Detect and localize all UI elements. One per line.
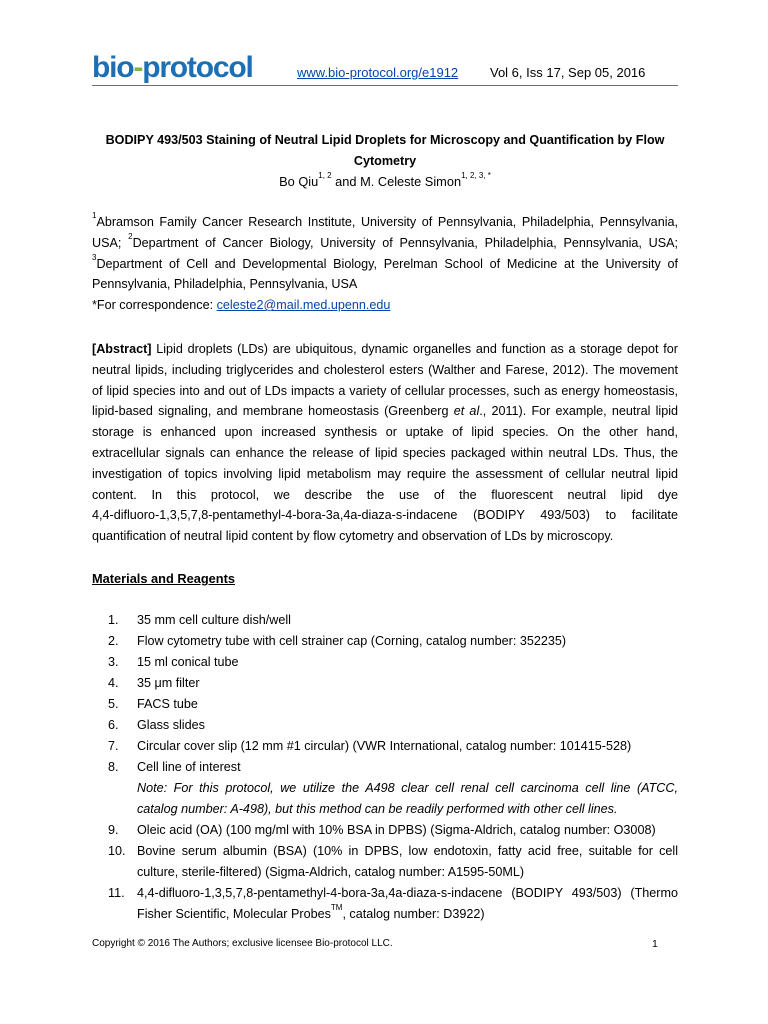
abstract-line: extracellular signals can enhance the release of lipid species packaged within neutral LDs. Thus, the [92, 445, 678, 460]
trademark-sup: TM [330, 903, 343, 912]
list-item-continuation [92, 904, 678, 925]
author-affiliation-sup-2: 1, 2, 3, * [461, 171, 491, 180]
title-line-2: Cytometry [353, 154, 417, 168]
list-number: 11. [108, 886, 125, 900]
list-text-part: , catalog number: D3922) [342, 907, 485, 921]
affiliation-text: USA; [92, 235, 129, 250]
list-item [92, 652, 678, 673]
list-item [92, 715, 678, 736]
list-item-note [92, 799, 678, 820]
abstract-line: of lipid species into and out of LDs impacts a variety of cellular processes, such as energy homeostasis, [92, 383, 678, 398]
affiliation-line [92, 233, 678, 254]
abstract [92, 339, 678, 547]
abstract-line [92, 401, 678, 422]
author-name-1: Bo Qiu [279, 174, 319, 189]
logo-text-dash: - [133, 51, 143, 84]
list-number: 6. [108, 718, 119, 732]
affiliation-sup: 3 [92, 252, 97, 262]
list-number: 7. [108, 739, 119, 753]
affiliations [92, 212, 678, 316]
list-number: 4. [108, 676, 119, 690]
list-text: Glass slides [137, 718, 205, 732]
list-text: Cell line of interest [137, 760, 241, 774]
list-number: 9. [108, 823, 119, 837]
author-name-2: and M. Celeste Simon [331, 174, 462, 189]
page-number: 1 [652, 938, 658, 950]
logo-text-protocol: protocol [142, 51, 253, 84]
list-number: 1. [108, 613, 119, 627]
affiliation-line [92, 254, 678, 275]
affiliation-sup: 1 [92, 211, 97, 220]
materials-heading: Materials and Reagents [92, 571, 235, 586]
list-number: 5. [108, 697, 119, 711]
list-item [92, 757, 678, 778]
correspondence-email-link[interactable]: celeste2@mail.med.upenn.edu [216, 298, 391, 313]
list-text: Flow cytometry tube with cell strainer cap (Corning, catalog number: 352235) [137, 634, 567, 648]
list-text: 35 μm filter [137, 676, 200, 690]
correspondence-label: *For correspondence: [92, 298, 217, 313]
abstract-text: lipid-based signaling, and membrane homeostasis (Greenberg [92, 404, 454, 419]
abstract-line: quantification of neutral lipid content by flow cytometry and observation of LDs by microscopy. [92, 529, 614, 544]
paper-title [92, 130, 678, 172]
list-item [92, 610, 678, 631]
abstract-text: Lipid droplets (LDs) are ubiquitous, dynamic organelles and function as a storage depot for [151, 342, 678, 356]
list-item-continuation [92, 862, 678, 883]
abstract-line: 4,4-difluoro-1,3,5,7,8-pentamethyl-4-bora-3a,4a-diaza-s-indacene (BODIPY 493/503) to facilitate [92, 508, 678, 523]
title-line-1: BODIPY 493/503 Staining of Neutral Lipid Droplets for Microscopy and Quantification by Flow [105, 133, 665, 147]
list-item [92, 841, 678, 862]
article-url-link[interactable]: www.bio-protocol.org/e1912 [297, 65, 459, 80]
list-number: 10. [108, 844, 126, 858]
footer-copyright: Copyright © 2016 The Authors; exclusive licensee Bio-protocol LLC. [92, 938, 393, 949]
header-divider [92, 85, 678, 86]
note-text: Note: For this protocol, we utilize the A498 clear cell renal cell carcinoma cell line (ATCC, [137, 781, 678, 795]
abstract-line [92, 339, 678, 360]
abstract-line: neutral lipids, including triglycerides and cholesterol esters (Walther and Farese, 2012). The movement [92, 362, 678, 377]
volume-info: Vol 6, Iss 17, Sep 05, 2016 [490, 65, 646, 80]
affiliation-line [92, 212, 678, 233]
list-text-part: Fisher Scientific, Molecular Probes [137, 907, 331, 921]
bio-protocol-logo[interactable] [92, 50, 253, 86]
abstract-line: content. In this protocol, we describe the use of the fluorescent neutral lipid dye [92, 487, 678, 502]
list-number: 8. [108, 760, 119, 774]
list-text: 35 mm cell culture dish/well [137, 613, 291, 627]
list-text: culture, sterile-filtered) (Sigma-Aldrich, catalog number: A1595-50ML) [137, 865, 525, 879]
list-item [92, 736, 678, 757]
list-number: 2. [108, 634, 119, 648]
list-text [137, 904, 678, 925]
list-item [92, 883, 678, 904]
list-text: 4,4-difluoro-1,3,5,7,8-pentamethyl-4-bora-3a,4a-diaza-s-indacene (BODIPY 493/503) (Thermo [137, 886, 678, 900]
note-text: catalog number: A-498), but this method can be readily performed with other cell lines. [137, 802, 618, 816]
list-item [92, 820, 678, 841]
author-list [92, 172, 678, 192]
abstract-text: ., 2011). For example, neutral lipid [479, 404, 678, 419]
affiliation-text: Department of Cancer Biology, University of Pennsylvania, Philadelphia, Pennsylvania, USA; [132, 235, 678, 250]
list-text: Bovine serum albumin (BSA) (10% in DPBS, low endotoxin, fatty acid free, suitable for cell [137, 844, 678, 858]
abstract-text-italic: et al [453, 404, 480, 419]
list-item [92, 694, 678, 715]
list-text: Circular cover slip (12 mm #1 circular) (VWR International, catalog number: 101415-528) [137, 739, 632, 753]
abstract-line: storage is enhanced upon increased synthesis or uptake of lipid species. On the other hand, [92, 425, 678, 440]
abstract-label: [Abstract] [92, 342, 152, 356]
affiliation-text: Department of Cell and Developmental Biology, Perelman School of Medicine at the University of [96, 256, 678, 271]
abstract-line: investigation of topics involving lipid metabolism may require the assessment of cellular neutral lipid [92, 466, 678, 481]
materials-list [92, 610, 678, 925]
affiliation-text: Pennsylvania, Philadelphia, Pennsylvania, USA [92, 277, 358, 292]
affiliation-line [92, 274, 678, 295]
list-item [92, 631, 678, 652]
list-item [92, 673, 678, 694]
affiliation-sup: 2 [128, 231, 133, 241]
correspondence-line [92, 295, 678, 316]
logo-text-bio: bio [92, 51, 134, 84]
affiliation-text: Abramson Family Cancer Research Institute, University of Pennsylvania, Philadelphia, Pennsylvania, [96, 215, 678, 229]
list-text: FACS tube [137, 697, 198, 711]
author-affiliation-sup-1: 1, 2 [318, 171, 332, 180]
list-text: 15 ml conical tube [137, 655, 239, 669]
list-item-note [92, 778, 678, 799]
list-number: 3. [108, 655, 119, 669]
list-text: Oleic acid (OA) (100 mg/ml with 10% BSA in DPBS) (Sigma-Aldrich, catalog number: O3008) [137, 823, 656, 837]
